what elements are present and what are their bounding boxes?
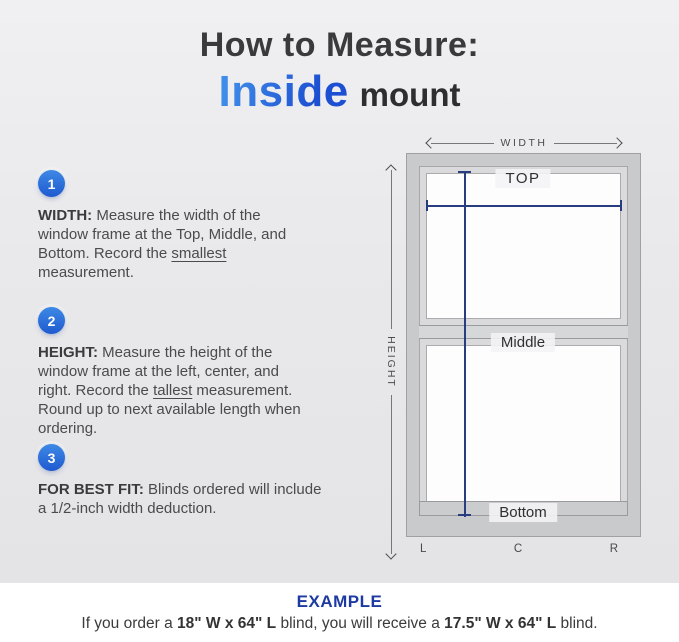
bottom-position-label: Bottom (489, 503, 557, 522)
step-2-body-end: measurement. Round up to next available length when ordering. (38, 382, 301, 437)
title-line2 (0, 67, 679, 117)
step-1-number-badge: 1 (38, 170, 65, 197)
vertical-measure-bottom-tick (458, 514, 471, 516)
step-1-underlined-word: smallest (171, 245, 227, 262)
lcr-markers (420, 543, 618, 555)
window-pane-top (426, 173, 621, 319)
step-1 (38, 170, 380, 282)
example-received-size: 17.5" W x 64" L (444, 615, 557, 632)
height-arrow-line (391, 170, 392, 329)
step-1-body: Measure the width of the window frame at the Top, Middle, and Bottom. Record the (38, 207, 287, 262)
example-heading: EXAMPLE (296, 592, 383, 611)
step-3-text (38, 480, 380, 518)
arrow-left-icon (425, 137, 436, 148)
top-position-label: TOP (495, 169, 550, 188)
step-2-underlined-word: tallest (153, 382, 193, 399)
step-3 (38, 444, 380, 518)
example-ordered-size: 18" W x 64" L (177, 615, 277, 632)
arrow-up-icon (385, 164, 396, 175)
horizontal-measure-right-tick (620, 200, 622, 211)
middle-position-label: Middle (491, 333, 555, 352)
right-marker: R (609, 543, 618, 555)
step-1-label: WIDTH: (38, 207, 93, 224)
height-dimension-label-wrap (384, 329, 398, 395)
step-3-body: Blinds ordered will include a 1/2-inch width deduction. (38, 481, 322, 517)
step-3-label: FOR BEST FIT: (38, 481, 144, 498)
example-text (0, 615, 679, 633)
example-footer (0, 583, 679, 642)
step-1-body-end: measurement. (38, 264, 134, 281)
step-1-text (38, 206, 380, 282)
step-3-number-badge: 3 (38, 444, 65, 471)
vertical-measure-line (464, 172, 466, 517)
page-title (0, 26, 679, 117)
width-arrow (427, 137, 621, 149)
step-2-label: HEIGHT: (38, 344, 98, 361)
arrow-right-icon (611, 137, 622, 148)
center-marker: C (513, 543, 523, 555)
step-2-text (38, 343, 380, 438)
height-arrow (384, 166, 398, 558)
width-dimension-label: WIDTH (500, 137, 548, 149)
height-arrow-line (391, 395, 392, 554)
step-2-body: Measure the height of the window frame at the left, center, and right. Record the (38, 344, 279, 399)
example-prefix: If you order a (81, 615, 178, 632)
step-2 (38, 307, 380, 438)
window-pane-bottom (426, 345, 621, 509)
arrow-down-icon (385, 548, 396, 559)
vertical-measure-top-tick (458, 171, 471, 173)
step-2-number-badge: 2 (38, 307, 65, 334)
title-line1: How to Measure: (199, 26, 480, 64)
example-middle: blind, you will receive a (276, 615, 445, 632)
title-mount-type: Inside (218, 67, 349, 116)
example-suffix: blind. (556, 615, 598, 632)
horizontal-measure-line (427, 205, 621, 207)
horizontal-measure-left-tick (426, 200, 428, 211)
title-mount-word: mount (359, 76, 461, 113)
left-marker: L (420, 543, 427, 555)
width-arrow-line (431, 143, 494, 144)
width-arrow-line (554, 143, 617, 144)
height-dimension-label: HEIGHT (385, 336, 398, 388)
